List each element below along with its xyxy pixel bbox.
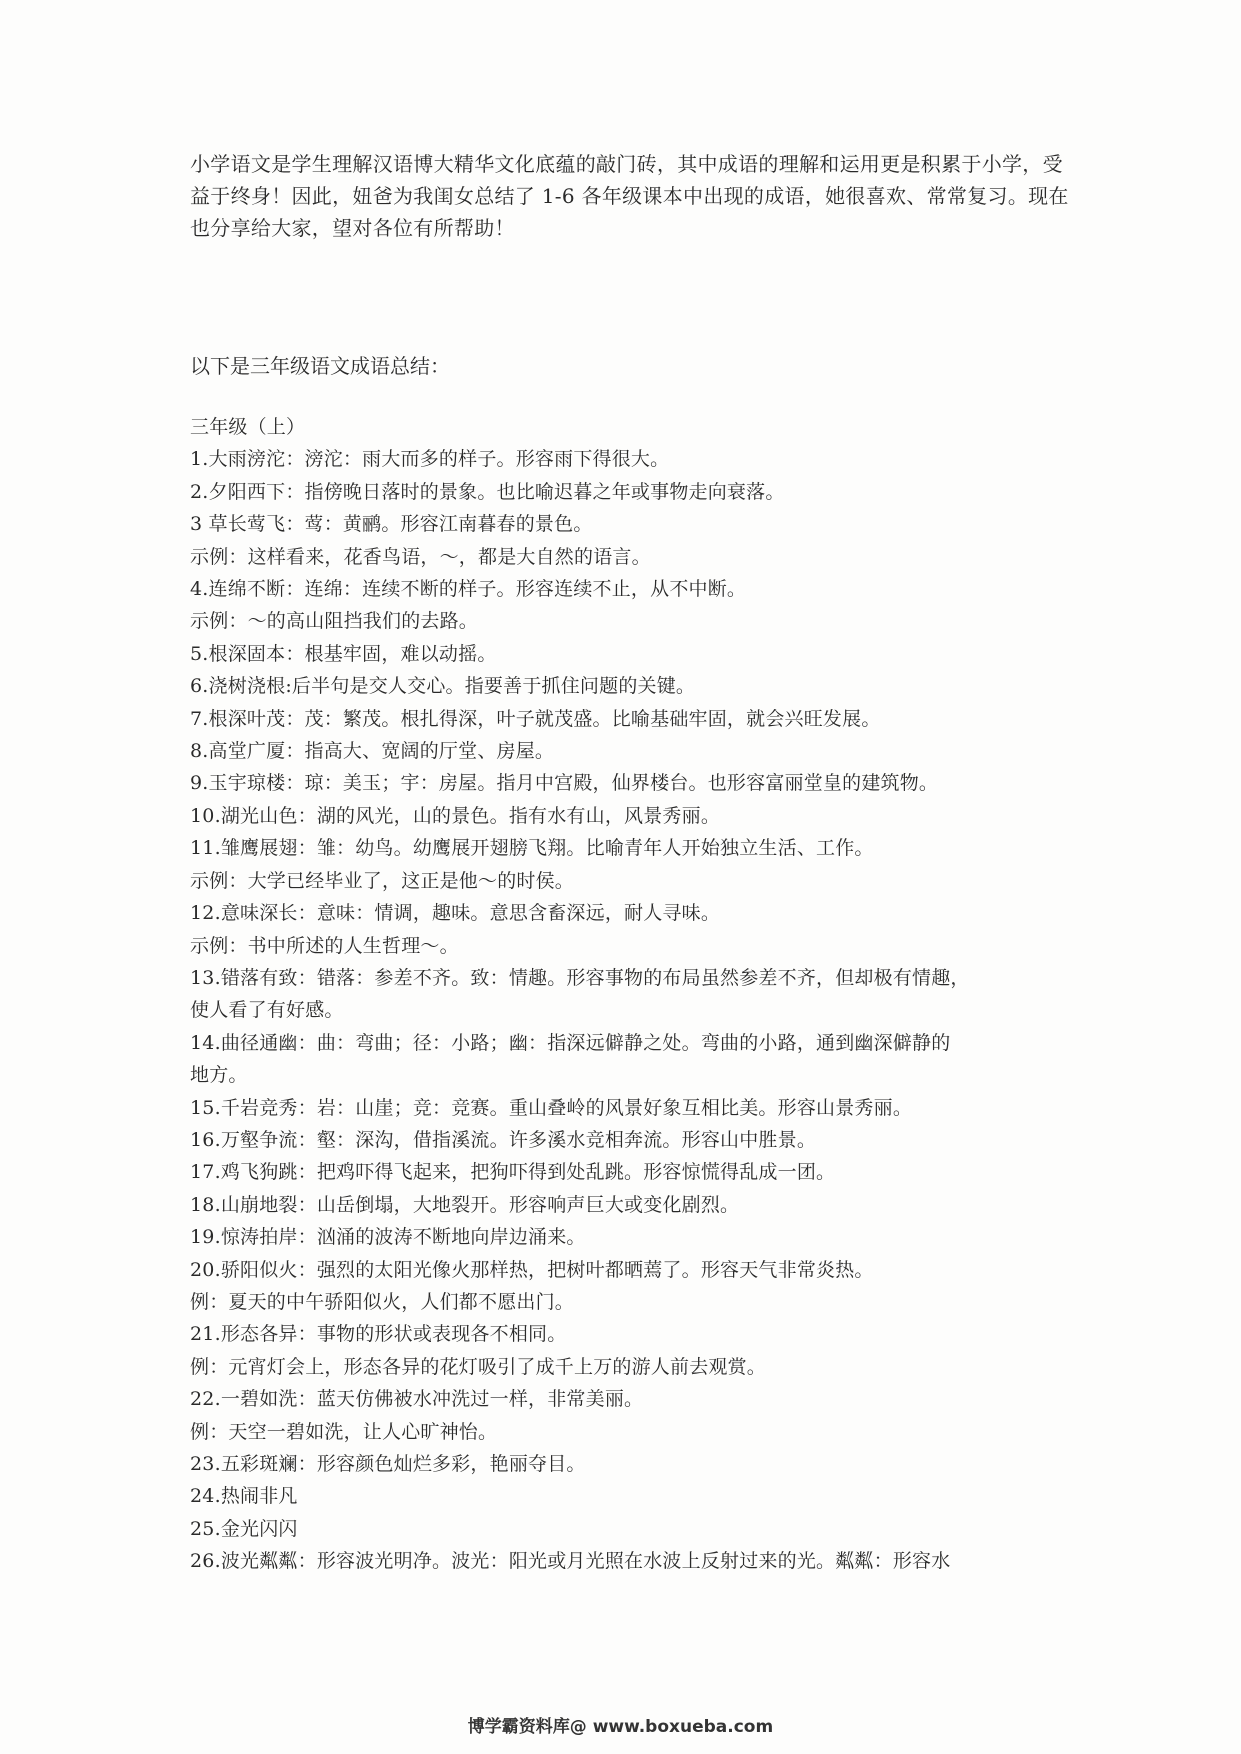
list-item: 24.热闹非凡 xyxy=(190,1485,298,1508)
footer-watermark: 博学霸资料库@ www.boxueba.com xyxy=(467,1717,774,1737)
lead-line: 以下是三年级语文成语总结： xyxy=(190,354,450,378)
list-item: 14.曲径通幽：曲：弯曲；径：小路；幽：指深远僻静之处。弯曲的小路，通到幽深僻静的 xyxy=(190,1031,951,1054)
intro-paragraph xyxy=(190,148,1070,244)
list-item: 示例：～的高山阻挡我们的去路。 xyxy=(190,610,479,633)
list-item: 3 草长莺飞：莺：黄鹂。形容江南暮春的景色。 xyxy=(190,513,593,536)
intro-text: 小学语文是学生理解汉语博大精华文化底蕴的敲门砖，其中成语的理解和运用更是积累于小学，受益于终身！因此，妞爸为我闺女总结了 1-6 各年级课本中出现的成语，她很喜欢、常常复习。现在也分享给大家，望对各位有所帮助！ xyxy=(190,152,1069,240)
list-item: 21.形态各异：事物的形状或表现各不相同。 xyxy=(190,1323,567,1346)
list-item: 例：元宵灯会上，形态各异的花灯吸引了成千上万的游人前去观赏。 xyxy=(190,1355,767,1378)
list-item: 19.惊涛拍岸：汹涌的波涛不断地向岸边涌来。 xyxy=(190,1226,586,1249)
list-item: 13.错落有致：错落：参差不齐。致：情趣。形容事物的布局虽然参差不齐，但却极有情趣， xyxy=(190,966,970,989)
list-item: 2.夕阳西下：指傍晚日落时的景象。也比喻迟暮之年或事物走向衰落。 xyxy=(190,480,785,503)
list-item: 12.意味深长：意味：情调，趣味。意思含畜深远，耐人寻味。 xyxy=(190,902,721,925)
list-item: 1.大雨滂沱：滂沱：雨大而多的样子。形容雨下得很大。 xyxy=(190,448,670,471)
list-item: 9.玉宇琼楼：琼：美玉；宇：房屋。指月中宫殿，仙界楼台。也形容富丽堂皇的建筑物。 xyxy=(190,772,939,795)
list-item: 示例：书中所述的人生哲理～。 xyxy=(190,934,459,957)
list-item: 17.鸡飞狗跳：把鸡吓得飞起来，把狗吓得到处乱跳。形容惊慌得乱成一团。 xyxy=(190,1161,836,1184)
list-item: 8.高堂广厦：指高大、宽阔的厅堂、房屋。 xyxy=(190,740,555,763)
list-item: 25.金光闪闪 xyxy=(190,1517,298,1540)
list-item: 18.山崩地裂：山岳倒塌，大地裂开。形容响声巨大或变化剧烈。 xyxy=(190,1193,740,1216)
list-item: 26.波光粼粼：形容波光明净。波光：阳光或月光照在水波上反射过来的光。粼粼：形容水 xyxy=(190,1550,951,1573)
list-item: 4.连绵不断：连绵：连续不断的样子。形容连续不止，从不中断。 xyxy=(190,578,747,601)
list-item: 6.浇树浇根:后半句是交人交心。指要善于抓住问题的关键。 xyxy=(190,675,696,698)
list-item: 使人看了有好感。 xyxy=(190,999,344,1022)
list-item: 例：天空一碧如洗，让人心旷神怡。 xyxy=(190,1420,498,1443)
list-item: 20.骄阳似火：强烈的太阳光像火那样热，把树叶都晒蔫了。形容天气非常炎热。 xyxy=(190,1258,874,1281)
list-item: 示例：这样看来，花香鸟语，～，都是大自然的语言。 xyxy=(190,545,651,568)
list-item: 例：夏天的中午骄阳似火，人们都不愿出门。 xyxy=(190,1290,575,1313)
list-item: 示例：大学已经毕业了，这正是他～的时侯。 xyxy=(190,869,575,892)
list-item: 22.一碧如洗：蓝天仿佛被水冲洗过一样，非常美丽。 xyxy=(190,1388,644,1411)
list-item: 23.五彩斑斓：形容颜色灿烂多彩，艳丽夺目。 xyxy=(190,1453,586,1475)
list-item: 7.根深叶茂：茂：繁茂。根扎得深，叶子就茂盛。比喻基础牢固，就会兴旺发展。 xyxy=(190,707,881,730)
list-item: 10.湖光山色：湖的风光，山的景色。指有水有山，风景秀丽。 xyxy=(190,804,721,827)
section-heading: 三年级（上） xyxy=(190,416,306,438)
list-item: 15.千岩竞秀：岩：山崖；竞：竞赛。重山叠岭的风景好象互相比美。形容山景秀丽。 xyxy=(190,1096,913,1119)
list-item: 地方。 xyxy=(190,1064,248,1087)
list-item: 16.万壑争流：壑：深沟，借指溪流。许多溪水竞相奔流。形容山中胜景。 xyxy=(190,1128,817,1151)
list-item: 5.根深固本：根基牢固，难以动摇。 xyxy=(190,642,497,665)
idiom-list xyxy=(190,411,1070,1578)
list-item: 11.雏鹰展翅：雏：幼鸟。幼鹰展开翅膀飞翔。比喻青年人开始独立生活、工作。 xyxy=(190,837,874,860)
